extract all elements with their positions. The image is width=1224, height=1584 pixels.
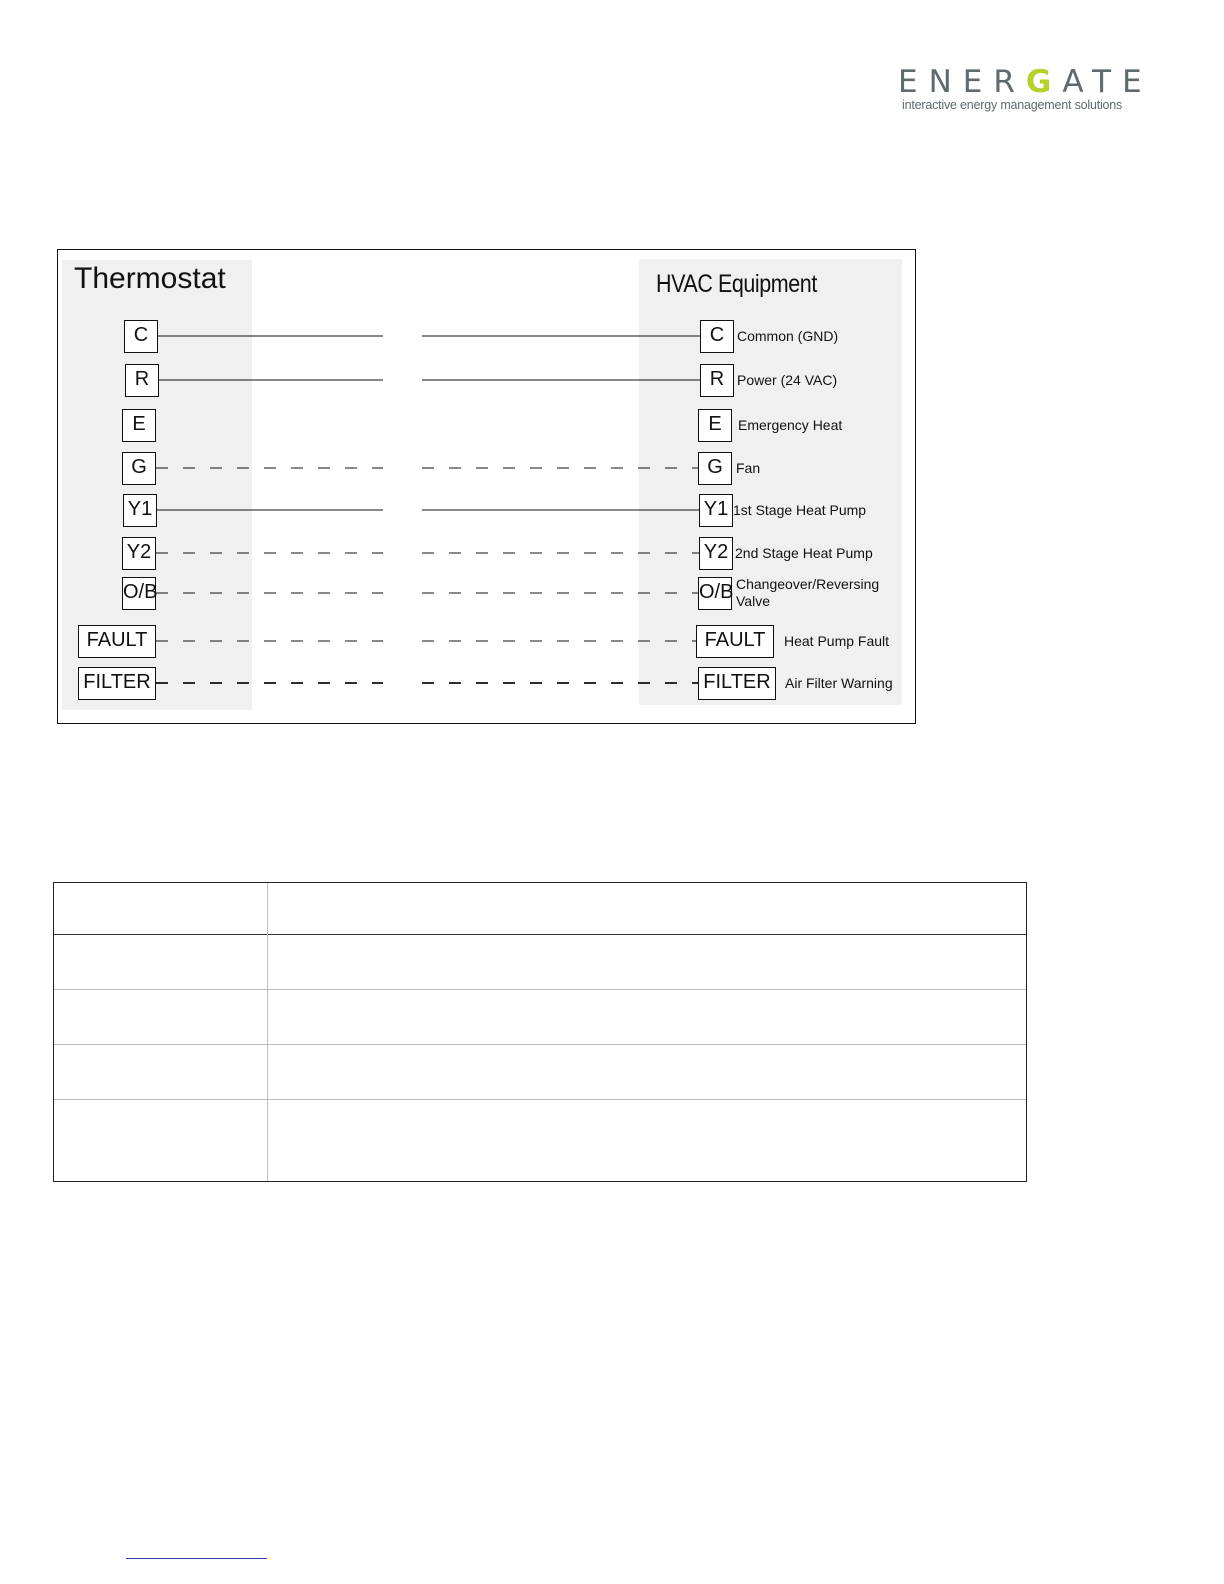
thermostat-title: Thermostat — [74, 262, 226, 295]
thermostat-terminal-r: R — [125, 364, 159, 397]
terminal-description: 1st Stage Heat Pump — [733, 502, 867, 518]
table-column-divider — [267, 883, 268, 1181]
thermostat-terminal-g: G — [122, 452, 156, 485]
thermostat-terminal-e: E — [122, 409, 156, 442]
wires-layer — [58, 250, 914, 722]
hvac-terminal-ob: O/B — [698, 577, 732, 610]
thermostat-terminal-y1: Y1 — [123, 494, 157, 527]
terminal-description: Common (GND) — [737, 328, 839, 344]
hvac-terminal-y1: Y1 — [699, 494, 733, 527]
thermostat-terminal-y2: Y2 — [122, 537, 156, 570]
hvac-terminal-fault: FAULT — [696, 625, 774, 658]
terminal-description: Power (24 VAC) — [737, 372, 838, 388]
logo-word-part2: ATE — [1062, 64, 1153, 100]
hvac-terminal-c: C — [700, 320, 734, 353]
thermostat-terminal-filter: FILTER — [78, 667, 156, 700]
terminal-description: Emergency Heat — [738, 417, 843, 433]
logo-wordmark — [898, 64, 1153, 100]
terminal-description: Heat Pump Fault — [784, 633, 890, 649]
logo-word-part1: ENER — [898, 64, 1026, 100]
terminal-description: 2nd Stage Heat Pump — [735, 545, 873, 561]
wiring-diagram — [57, 249, 916, 724]
terminal-description: Changeover/Reversing Valve — [736, 576, 880, 609]
hvac-terminal-y2: Y2 — [699, 537, 733, 570]
hvac-terminal-r: R — [700, 364, 734, 397]
empty-table — [53, 882, 1027, 1182]
footer-link-underline[interactable] — [126, 1558, 267, 1559]
hvac-terminal-e: E — [698, 409, 732, 442]
hvac-terminal-g: G — [698, 452, 732, 485]
terminal-description: Fan — [736, 460, 761, 476]
table-header-row — [54, 883, 1026, 935]
hvac-terminal-filter: FILTER — [698, 667, 776, 700]
logo-word-g: G — [1025, 64, 1063, 100]
logo-tagline: interactive energy management solutions — [902, 98, 1123, 112]
hvac-title: HVAC Equipment — [656, 270, 817, 298]
table-row — [54, 935, 1026, 990]
thermostat-terminal-c: C — [124, 320, 158, 353]
table-row — [54, 1045, 1026, 1100]
table-row — [54, 990, 1026, 1045]
terminal-description: Air Filter Warning — [785, 675, 893, 691]
table-row — [54, 1100, 1026, 1180]
thermostat-terminal-fault: FAULT — [78, 625, 156, 658]
energate-logo — [898, 64, 1153, 116]
thermostat-terminal-ob: O/B — [122, 577, 156, 610]
